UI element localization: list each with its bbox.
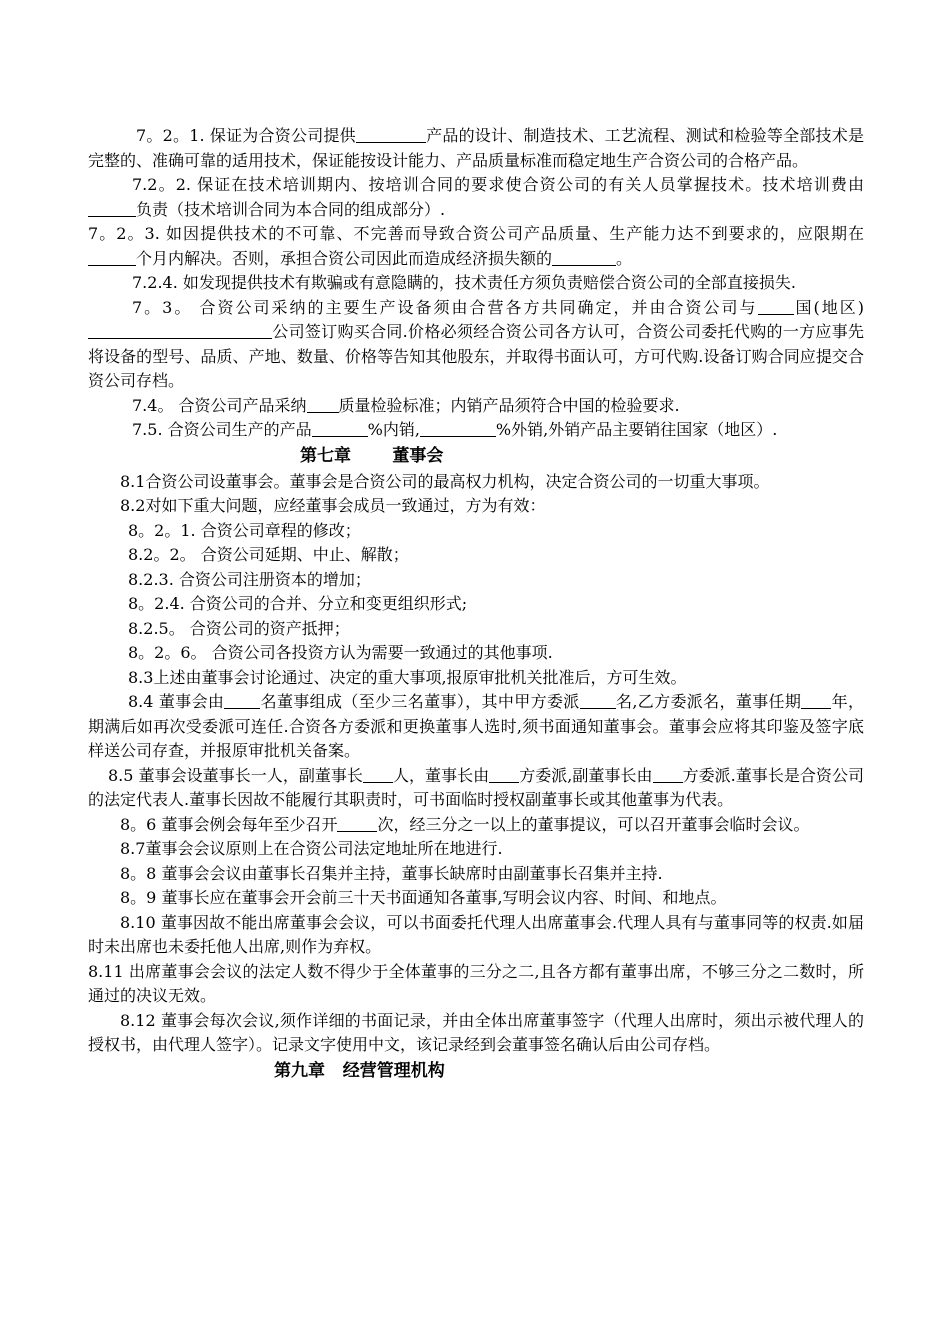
clause-text: 8。9 董事长应在董事会开会前三十天书面通知各董事,写明会议内容、时间、和地点。 xyxy=(120,888,727,907)
clause-text: 名董事组成（至少三名董事），其中甲方委派 xyxy=(260,692,580,711)
clause-text: 8。2。6。 合资公司各投资方认为需要一致通过的其他事项. xyxy=(128,643,553,662)
clause-text: 8.2.5。 合资公司的资产抵押； xyxy=(128,618,350,638)
clause-text: 年，期满后如再次受委派可连任.合资各方委派和更换董事人选时,须书面通知董事会。董事会应将其印鉴及签字底样送公司存查，并报原审批机关备案。 xyxy=(88,692,864,760)
clause-paragraph xyxy=(88,641,864,666)
clause-text: 方委派.董事长是合资公司的法定代表人.董事长因故不能履行其职责时，可书面临时授权副董事长或其他董事为代表。 xyxy=(88,765,864,809)
fill-in-blank xyxy=(88,200,136,217)
clause-text: 质量检验标准；内销产品须符合中国的检验要求. xyxy=(338,395,680,415)
clause-paragraph xyxy=(88,690,864,764)
fill-in-blank xyxy=(307,396,339,413)
clause-text: 名,乙方委派名，董事任期 xyxy=(615,692,802,711)
clause-text: 8.10 董事因故不能出席董事会会议，可以书面委托代理人出席董事会.代理人具有与董事同等的权责.如届时未出席也未委托他人出席,则作为弃权。 xyxy=(88,912,864,956)
fill-in-blank xyxy=(653,766,683,783)
fill-in-blank xyxy=(356,126,426,143)
fill-in-blank xyxy=(489,766,519,783)
fill-in-blank xyxy=(224,692,260,709)
clause-text: %内销, xyxy=(367,420,420,439)
clause-text: 8.5 董事会设董事长一人，副董事长 xyxy=(108,765,363,785)
clause-paragraph xyxy=(88,666,864,691)
clause-text: 8.1合资公司设董事会。董事会是合资公司的最高权力机构，决定合资公司的一切重大事项。 xyxy=(120,471,770,491)
clause-paragraph xyxy=(88,418,864,443)
clause-text: 8.2。2。 合资公司延期、中止、解散； xyxy=(128,545,409,564)
clause-paragraph xyxy=(88,592,864,617)
fill-in-blank xyxy=(801,692,831,709)
clause-text: 负责（技术培训合同为本合同的组成部分）. xyxy=(136,199,446,219)
clause-paragraph xyxy=(88,271,864,296)
fill-in-blank xyxy=(758,298,794,315)
chapter-heading: 第九章 经营管理机构 xyxy=(274,1060,445,1081)
clause-paragraph xyxy=(88,394,864,419)
clause-paragraph xyxy=(88,222,864,271)
clause-paragraph xyxy=(88,568,864,593)
clause-text: 7.2.4. 如发现提供技术有欺骗或有意隐瞒的，技术责任方须负责赔偿合资公司的全部直接损失. xyxy=(132,273,796,292)
fill-in-blank xyxy=(88,322,272,339)
clause-text: 7.2。2. 保证在技术培训期内、按培训合同的要求使合资公司的有关人员掌握技术。技术培训费由 xyxy=(132,175,864,194)
clause-text: 7。2。3. 如因提供技术的不可靠、不完善而导致合资公司产品质量、生产能力达不到要求的，应限期在 xyxy=(88,224,864,243)
clause-text: 人，董事长由 xyxy=(392,765,490,785)
clause-paragraph xyxy=(88,617,864,642)
clause-paragraph xyxy=(88,173,864,222)
clause-paragraph xyxy=(88,960,864,1009)
clause-text: 7。2。1. 保证为合资公司提供 xyxy=(136,126,356,145)
fill-in-blank xyxy=(420,420,496,437)
clause-paragraph xyxy=(88,470,864,495)
clause-text: 产品的设计、制造技术、工艺流程、测试和检验等全部技术是完整的、准确可靠的适用技术，保证能按设计能力、产品质量标准而稳定地生产合资公司的合格产品。 xyxy=(88,126,864,170)
clause-paragraph xyxy=(88,494,864,519)
clause-paragraph xyxy=(88,862,864,887)
chapter-heading: 第七章 董事会 xyxy=(300,445,444,466)
clause-text: 8。8 董事会会议由董事长召集并主持，董事长缺席时由副董事长召集并主持. xyxy=(120,863,663,883)
fill-in-blank xyxy=(580,692,616,709)
clause-paragraph xyxy=(88,296,864,394)
clause-text: 方委派,副董事长由 xyxy=(519,765,653,785)
clause-text: 个月内解决。否则，承担合资公司因此而造成经济损失额的 xyxy=(136,248,553,268)
clause-paragraph xyxy=(88,543,864,568)
fill-in-blank xyxy=(363,766,393,783)
fill-in-blank xyxy=(337,815,377,832)
clause-text: %外销,外销产品主要销往国家（地区）. xyxy=(495,420,778,439)
clause-text: 8.3上述由董事会讨论通过、决定的重大事项,报原审批机关批准后，方可生效。 xyxy=(128,667,687,687)
clause-text: 国(地区) xyxy=(793,297,864,317)
clause-paragraph xyxy=(88,837,864,862)
clause-text: 7.5. 合资公司生产的产品 xyxy=(132,420,312,439)
fill-in-blank xyxy=(88,249,136,266)
clause-paragraph xyxy=(88,124,864,173)
clause-paragraph xyxy=(88,886,864,911)
clause-text: 8。6 董事会例会每年至少召开 xyxy=(120,814,338,834)
clause-text: 8.7董事会会议原则上在合资公司法定地址所在地进行. xyxy=(120,839,503,858)
document-page xyxy=(88,124,864,1085)
fill-in-blank xyxy=(552,249,616,266)
clause-text: 次，经三分之一以上的董事提议，可以召开董事会临时会议。 xyxy=(377,814,810,834)
clause-text: 8。2.4. 合资公司的合并、分立和变更组织形式; xyxy=(128,594,468,613)
clause-text: 8.12 董事会每次会议,须作详细的书面记录，并由全体出席董事签字（代理人出席时，须出示被代理人的授权书，由代理人签字）。记录文字使用中文，该记录经到会董事签名确认后由公司存档。 xyxy=(88,1010,864,1054)
clause-text: 8.4 董事会由 xyxy=(128,692,225,711)
clause-text: 。 xyxy=(616,248,633,268)
clause-text: 8。2。1. 合资公司章程的修改； xyxy=(128,520,361,540)
fill-in-blank xyxy=(312,420,368,437)
clause-text: 8.11 出席董事会会议的法定人数不得少于全体董事的三分之二,且各方都有董事出席，不够三分之二数时，所通过的决议无效。 xyxy=(88,961,864,1005)
clause-paragraph xyxy=(88,764,864,813)
clause-paragraph xyxy=(88,813,864,838)
clause-text: 8.2对如下重大问题，应经董事会成员一致通过，方为有效： xyxy=(120,496,546,515)
clause-paragraph xyxy=(88,911,864,960)
clause-paragraph xyxy=(88,519,864,544)
clause-text: 8.2.3. 合资公司注册资本的增加； xyxy=(128,569,371,589)
clause-text: 7。3。 合资公司采纳的主要生产设备须由合营各方共同确定，并由合资公司与 xyxy=(132,297,758,317)
clause-text: 公司签订购买合同.价格必须经合资公司各方认可，合资公司委托代购的一方应事先将设备的型号、品质、产地、数量、价格等告知其他股东，并取得书面认可，方可代购.设备订购合同应提交合资公司存档。 xyxy=(88,322,864,390)
clause-text: 7.4。 合资公司产品采纳 xyxy=(132,395,307,415)
clause-paragraph xyxy=(88,1009,864,1058)
